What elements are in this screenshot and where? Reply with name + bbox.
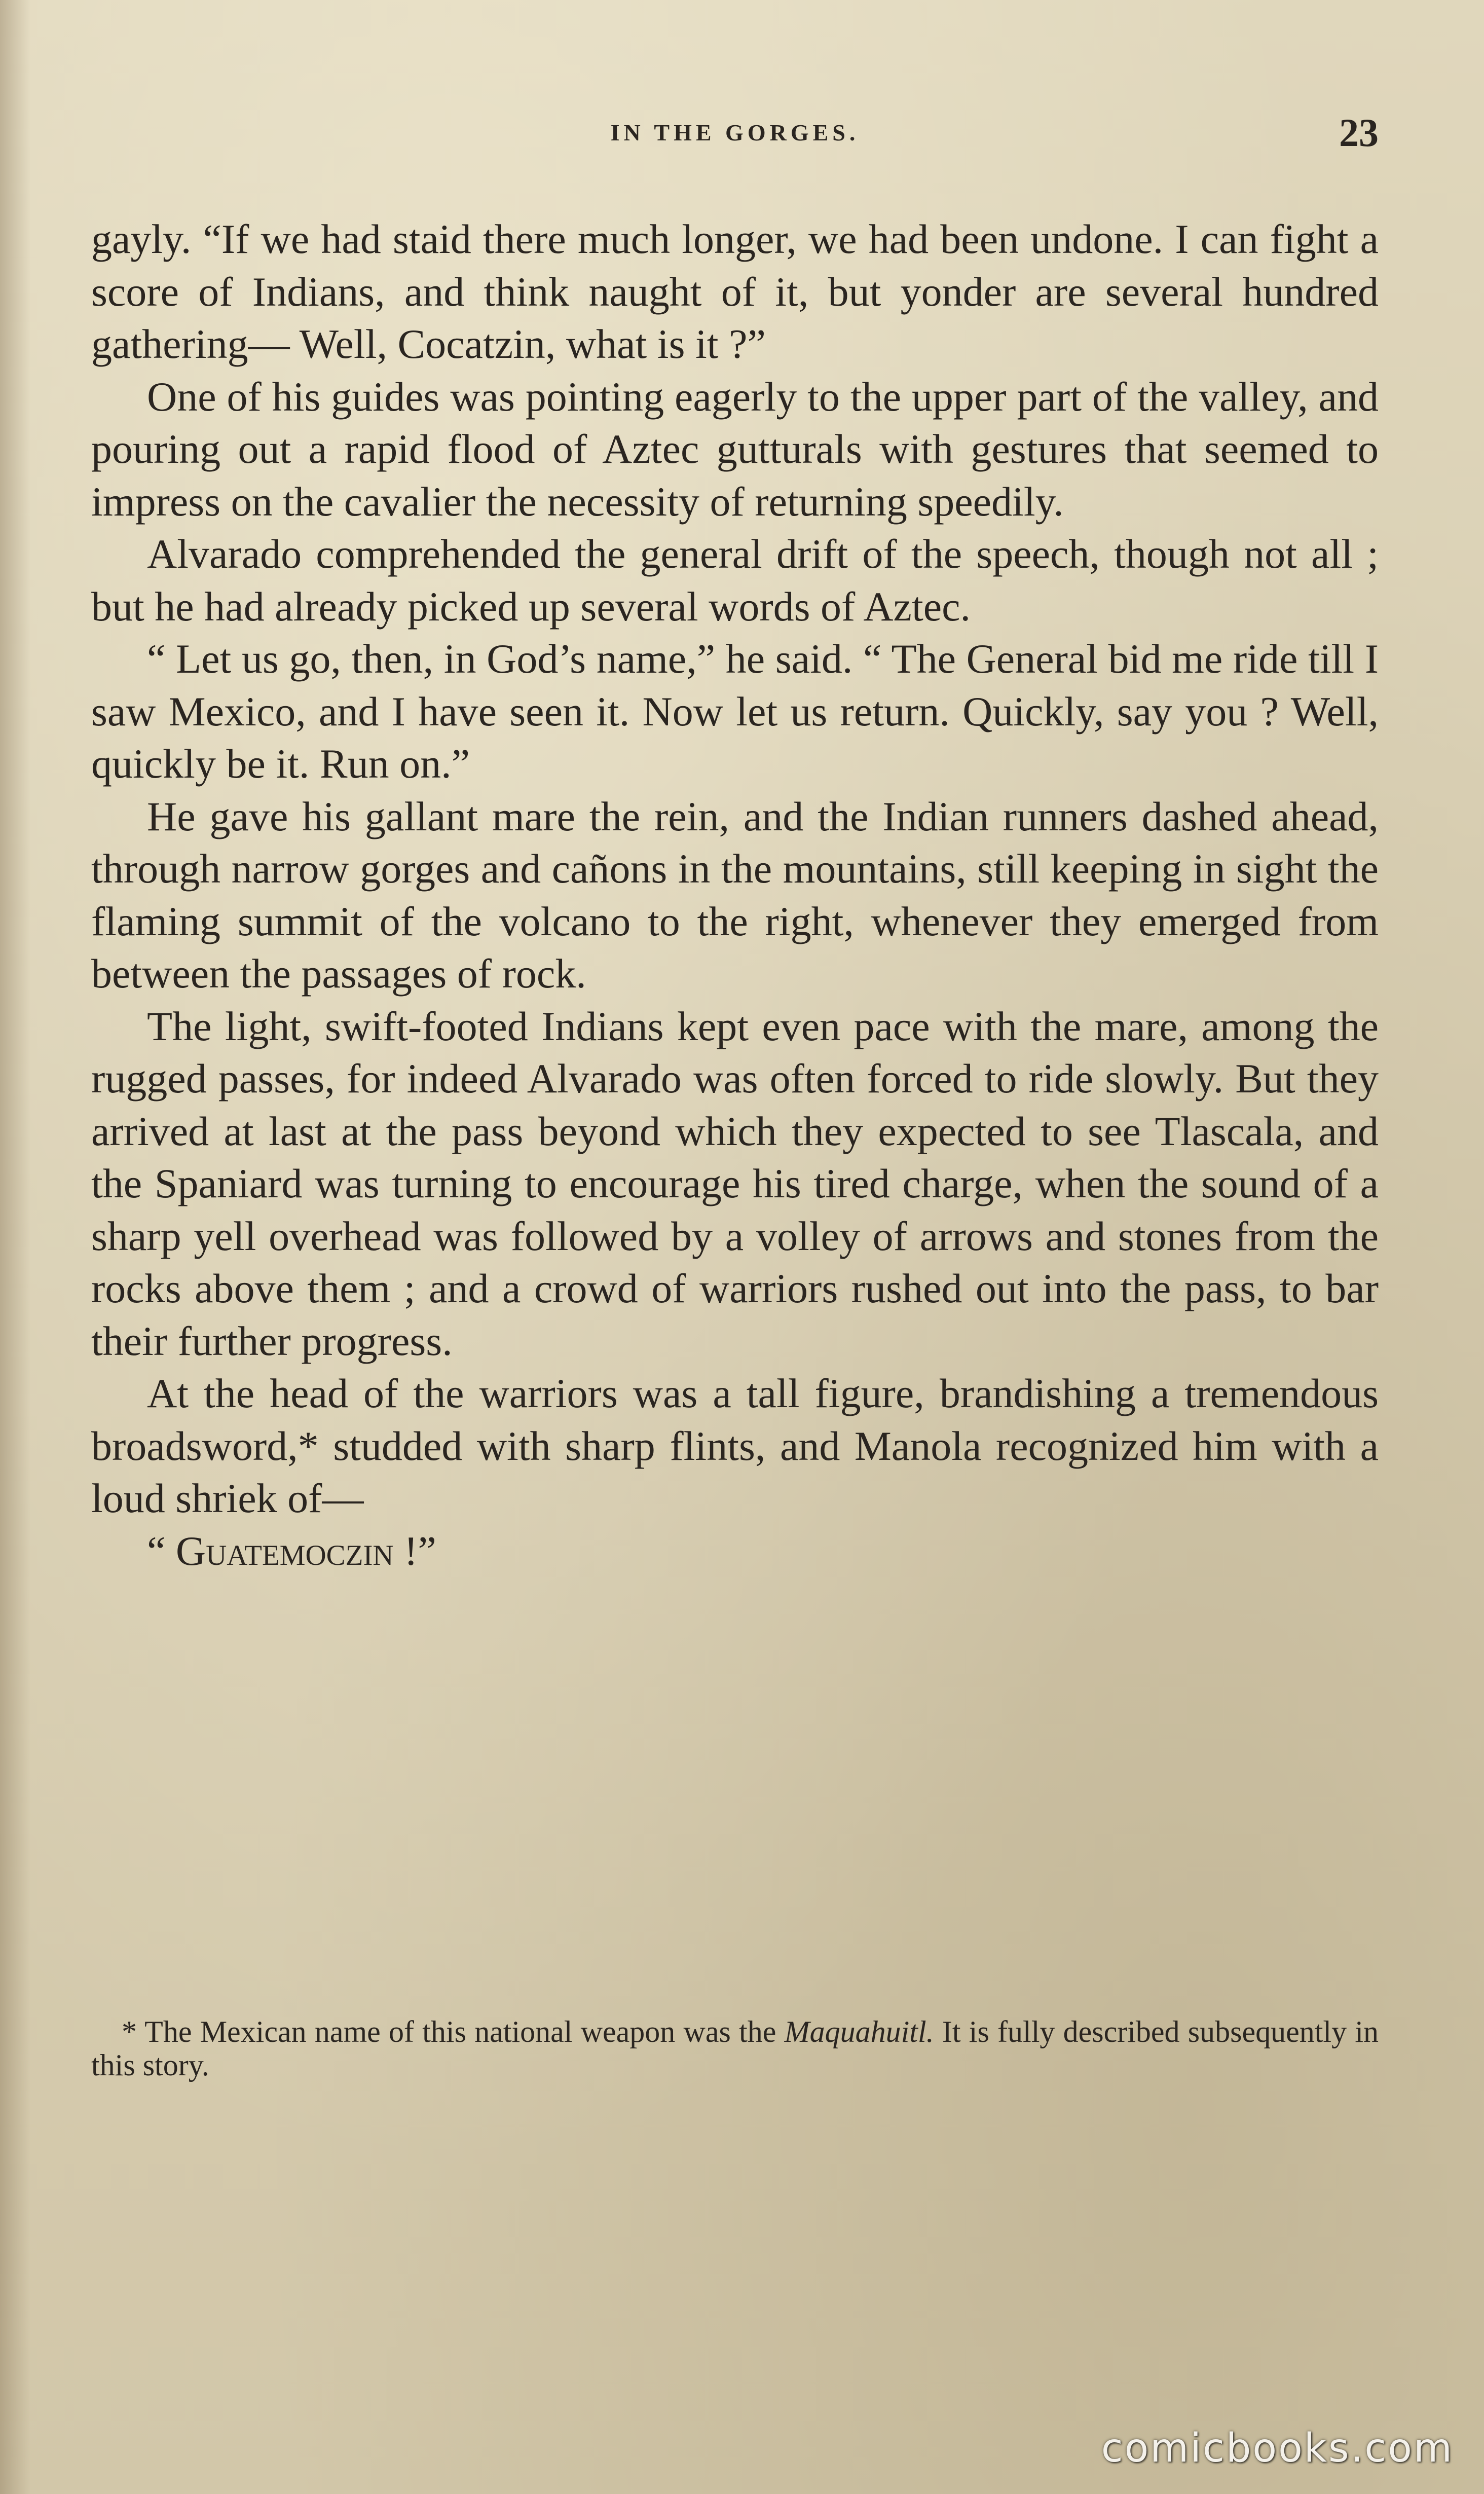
- footnote: [91, 2015, 1379, 2082]
- running-head: IN THE GORGES.: [610, 120, 860, 145]
- paragraph: One of his guides was pointing eagerly to the upper part of the valley, and pouring out a rapid flood of Aztec gutturals with gestures that seemed to impress on the cavalier the necessity of returning speedily.: [91, 373, 1379, 525]
- paragraph: The light, swift-footed Indians kept even pace with the mare, among the rugged passes, for indeed Alvarado was often forced to ride slowly. But they arrived at last at the pass beyond which they expected to see Tlascala, and the Spaniard was turning to encourage his tired charge, when the sound of a sharp yell overhead was followed by a volley of arrows and stones from the rocks above them ; and a crowd of warriors rushed out into the pass, to bar their further progress.: [91, 1003, 1379, 1364]
- footnote-text-after: It is fully described subsequently in this story.: [91, 2015, 1379, 2082]
- footnote-text: [91, 2015, 1379, 2082]
- paragraph: gayly. “If we had staid there much longer, we had been undone. I can fight a score of Indians, and think naught of it, but yonder are several hundred gathering— Well, Cocatzin, what is it ?”: [91, 216, 1379, 367]
- footnote-term: Maquahuitl.: [784, 2015, 934, 2048]
- page-header: [91, 111, 1379, 170]
- footnote-text-before: * The Mexican name of this national weapon was the: [122, 2015, 785, 2048]
- page-number: 23: [1339, 111, 1379, 155]
- paragraph: “ Let us go, then, in God’s name,” he said. “ The General bid me ride till I saw Mexico, and I have seen it. Now let us return. Quickly, say you ? Well, quickly be it. Run on.”: [91, 636, 1379, 787]
- paragraph: Alvarado comprehended the general drift of the speech, though not all ; but he had already picked up several words of Aztec.: [91, 531, 1379, 630]
- paragraph: He gave his gallant mare the rein, and the Indian runners dashed ahead, through narrow gorges and cañons in the mountains, still keeping in sight the flaming summit of the volcano to the right, whenever they emerged from between the passages of rock.: [91, 793, 1379, 997]
- watermark: comicbooks.com: [1101, 2426, 1454, 2471]
- body-text: [91, 213, 1379, 1577]
- paragraph: At the head of the warriors was a tall figure, brandishing a tremendous broadsword,* studded with sharp flints, and Manola recognized him with a loud shriek of—: [91, 1370, 1379, 1521]
- exclamation-line: “ Guatemoczin !”: [147, 1527, 436, 1574]
- page-edge-shadow: [0, 0, 30, 2494]
